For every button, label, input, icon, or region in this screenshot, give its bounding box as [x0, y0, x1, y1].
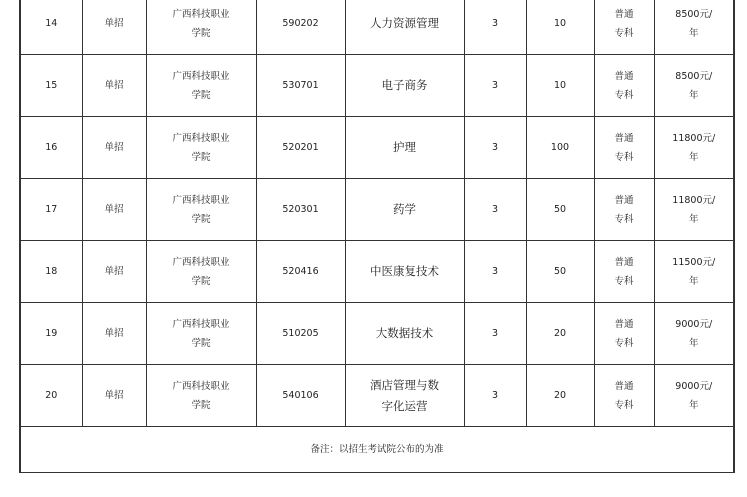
major-name-cell: 护理 — [345, 117, 464, 179]
plan-count-cell: 50 — [526, 179, 594, 241]
education-level-cell: 普通 专科 — [594, 303, 654, 365]
enroll-type-cell: 单招 — [82, 55, 146, 117]
study-years-cell: 3 — [464, 303, 526, 365]
enroll-type-cell: 单招 — [82, 303, 146, 365]
education-level-cell: 普通 专科 — [594, 241, 654, 303]
enroll-type-cell: 单招 — [82, 179, 146, 241]
major-name-cell: 酒店管理与数 字化运营 — [345, 365, 464, 427]
table-row — [20, 117, 734, 179]
enroll-type-cell: 单招 — [82, 241, 146, 303]
school-name-cell: 广西科技职业 学院 — [146, 303, 256, 365]
school-name-cell: 广西科技职业 学院 — [146, 55, 256, 117]
enrollment-table — [19, 0, 735, 473]
table-row — [20, 365, 734, 427]
education-level-cell: 普通 专科 — [594, 117, 654, 179]
row-number-cell: 17 — [20, 179, 82, 241]
plan-count-cell: 50 — [526, 241, 594, 303]
school-name-cell: 广西科技职业 学院 — [146, 365, 256, 427]
study-years-cell: 3 — [464, 0, 526, 55]
note-text: 备注：以招生考试院公布的为准 — [20, 427, 734, 473]
education-level-cell: 普通 专科 — [594, 365, 654, 427]
plan-count-cell: 20 — [526, 303, 594, 365]
row-number-cell: 20 — [20, 365, 82, 427]
major-code-cell: 540106 — [256, 365, 345, 427]
education-level-cell: 普通 专科 — [594, 179, 654, 241]
row-number-cell: 18 — [20, 241, 82, 303]
education-level-cell: 普通 专科 — [594, 0, 654, 55]
major-code-cell: 590202 — [256, 0, 345, 55]
school-name-cell: 广西科技职业 学院 — [146, 0, 256, 55]
tuition-fee-cell: 8500元/ 年 — [654, 0, 734, 55]
table-row — [20, 303, 734, 365]
major-code-cell: 530701 — [256, 55, 345, 117]
plan-count-cell: 10 — [526, 55, 594, 117]
row-number-cell: 14 — [20, 0, 82, 55]
row-number-cell: 15 — [20, 55, 82, 117]
tuition-fee-cell: 8500元/ 年 — [654, 55, 734, 117]
school-name-cell: 广西科技职业 学院 — [146, 179, 256, 241]
table-row — [20, 179, 734, 241]
major-name-cell: 中医康复技术 — [345, 241, 464, 303]
school-name-cell: 广西科技职业 学院 — [146, 117, 256, 179]
education-level-cell: 普通 专科 — [594, 55, 654, 117]
major-code-cell: 510205 — [256, 303, 345, 365]
tuition-fee-cell: 11800元/ 年 — [654, 179, 734, 241]
enroll-type-cell: 单招 — [82, 365, 146, 427]
tuition-fee-cell: 11500元/ 年 — [654, 241, 734, 303]
plan-count-cell: 10 — [526, 0, 594, 55]
study-years-cell: 3 — [464, 365, 526, 427]
enroll-type-cell: 单招 — [82, 0, 146, 55]
major-code-cell: 520301 — [256, 179, 345, 241]
study-years-cell: 3 — [464, 55, 526, 117]
major-name-cell: 大数据技术 — [345, 303, 464, 365]
enroll-type-cell: 单招 — [82, 117, 146, 179]
note-row — [20, 427, 734, 473]
study-years-cell: 3 — [464, 117, 526, 179]
major-name-cell: 人力资源管理 — [345, 0, 464, 55]
major-code-cell: 520201 — [256, 117, 345, 179]
plan-count-cell: 100 — [526, 117, 594, 179]
study-years-cell: 3 — [464, 179, 526, 241]
row-number-cell: 19 — [20, 303, 82, 365]
tuition-fee-cell: 11800元/ 年 — [654, 117, 734, 179]
major-name-cell: 电子商务 — [345, 55, 464, 117]
major-name-cell: 药学 — [345, 179, 464, 241]
study-years-cell: 3 — [464, 241, 526, 303]
table-row — [20, 241, 734, 303]
tuition-fee-cell: 9000元/ 年 — [654, 303, 734, 365]
plan-count-cell: 20 — [526, 365, 594, 427]
school-name-cell: 广西科技职业 学院 — [146, 241, 256, 303]
table-row — [20, 0, 734, 55]
major-code-cell: 520416 — [256, 241, 345, 303]
table-row — [20, 55, 734, 117]
tuition-fee-cell: 9000元/ 年 — [654, 365, 734, 427]
row-number-cell: 16 — [20, 117, 82, 179]
